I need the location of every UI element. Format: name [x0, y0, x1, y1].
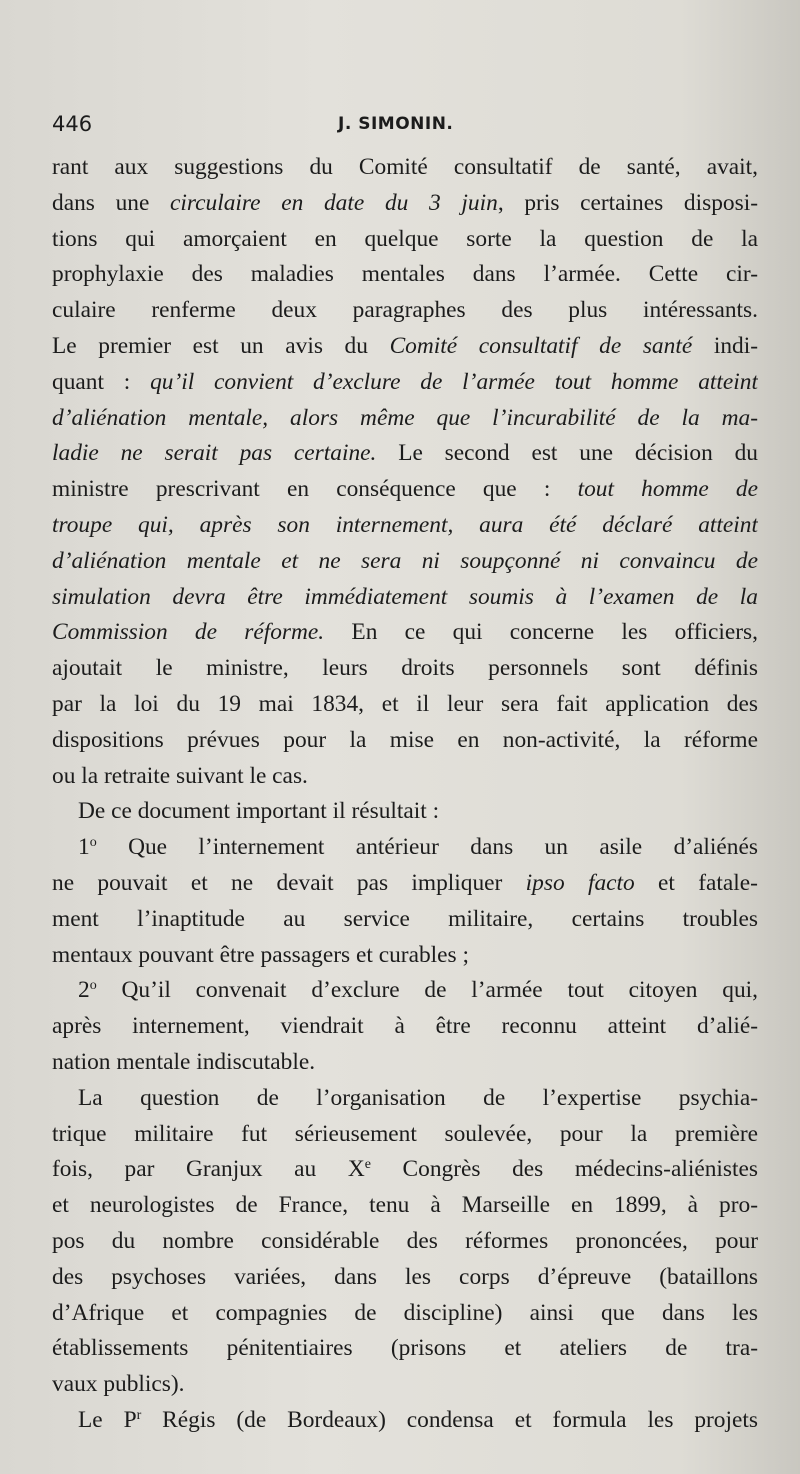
text-line — [52, 1331, 758, 1367]
text-run: 1 — [78, 834, 90, 861]
text-line — [52, 687, 758, 723]
text-run: La question de l’organisation de l’expertise psychia- — [78, 1084, 758, 1111]
superscript: e — [364, 1157, 371, 1173]
text-line — [52, 293, 758, 329]
italic-run: tout homme de — [577, 476, 758, 503]
text-run: , pris certaines disposi- — [497, 189, 758, 216]
text-line — [52, 508, 758, 544]
text-run: prophylaxie des maladies mentales dans l’armée. Cette cir- — [52, 261, 758, 288]
text-line — [52, 1367, 758, 1403]
text-run: dispositions prévues pour la mise en non-activité, la réforme — [52, 726, 758, 753]
text-run: mentaux pouvant être passagers et curables ; — [52, 941, 469, 968]
text-run: Le P — [78, 1406, 137, 1433]
text-line — [52, 1081, 758, 1117]
text-run: Congrès des médecins-aliénistes — [370, 1156, 758, 1183]
italic-run: simulation devra être immédiatement soumis à l’examen de la — [52, 583, 758, 610]
text-run: culaire renferme deux paragraphes des plus intéressants. — [52, 297, 758, 324]
text-line — [52, 902, 758, 938]
italic-run: circulaire en date du 3 juin — [170, 189, 498, 216]
text-line — [52, 866, 758, 902]
text-run: En ce qui concerne les officiers, — [324, 619, 758, 646]
text-line — [52, 222, 758, 258]
italic-run: ladie ne serait pas certaine. — [52, 440, 377, 467]
text-run: indi- — [692, 332, 758, 359]
text-run: ajoutait le ministre, leurs droits personnels sont définis — [52, 655, 758, 682]
text-line — [52, 1117, 758, 1153]
superscript: r — [136, 1407, 142, 1423]
text-run: De ce document important il résultait : — [78, 798, 440, 825]
text-run: Le premier est un avis du — [52, 332, 390, 359]
text-run: vaux publics). — [52, 1371, 185, 1398]
page-header — [52, 112, 758, 142]
text-line — [52, 759, 758, 795]
text-run: établissements pénitentiaires (prisons et ateliers de tra- — [52, 1335, 758, 1362]
italic-run: d’aliénation mentale, alors même que l’incurabilité de la ma- — [52, 404, 758, 431]
text-line — [52, 938, 758, 974]
text-run: tions qui amorçaient en quelque sorte la question de la — [52, 225, 758, 252]
text-line — [52, 830, 758, 866]
text-run: ou la retraite suivant le cas. — [52, 762, 308, 789]
running-head: J. SIMONIN. — [338, 114, 454, 134]
text-line — [52, 973, 758, 1009]
text-run: après internement, viendrait à être reconnu atteint d’alié- — [52, 1013, 758, 1040]
text-run: nation mentale indiscutable. — [52, 1048, 316, 1075]
text-run: Qu’il convenait d’exclure de l’armée tout citoyen qui, — [96, 977, 758, 1004]
text-run: ministre prescrivant en conséquence que : — [52, 476, 578, 503]
text-run: et fatale- — [634, 869, 758, 896]
text-run: et neurologistes de France, tenu à Marseille en 1899, à pro- — [52, 1192, 758, 1219]
text-run: Régis (de Bordeaux) condensa et formula les projets — [141, 1406, 758, 1433]
italic-run: ipso facto — [525, 869, 635, 896]
text-line — [52, 472, 758, 508]
text-line — [52, 580, 758, 616]
superscript: o — [89, 978, 97, 994]
text-run: des psychoses variées, dans les corps d’épreuve (bataillons — [52, 1263, 758, 1290]
text-run: Le second est une décision du — [376, 440, 758, 467]
text-line — [52, 401, 758, 437]
italic-run: qu’il convient d’exclure de l’armée tout homme atteint — [150, 368, 758, 395]
text-run: quant : — [52, 368, 151, 395]
text-line — [52, 436, 758, 472]
page-number: 446 — [52, 112, 93, 136]
italic-run: Commission de réforme. — [52, 619, 325, 646]
text-line — [52, 365, 758, 401]
text-line — [52, 257, 758, 293]
text-line — [52, 615, 758, 651]
text-line — [52, 1403, 758, 1439]
text-line — [52, 1152, 758, 1188]
body-text — [52, 150, 758, 1439]
text-line — [52, 186, 758, 222]
text-line — [52, 1188, 758, 1224]
text-line — [52, 1224, 758, 1260]
text-line — [52, 794, 758, 830]
text-run: ment l’inaptitude au service militaire, certains troubles — [52, 905, 758, 932]
text-line — [52, 1296, 758, 1332]
text-run: fois, par Granjux au X — [52, 1156, 365, 1183]
text-run: rant aux suggestions du Comité consultatif de santé, avait, — [52, 154, 758, 180]
superscript: o — [89, 835, 97, 851]
text-run: pos du nombre considérable des réformes prononcées, pour — [52, 1227, 758, 1254]
text-line — [52, 1260, 758, 1296]
text-run: dans une — [52, 189, 171, 216]
text-run: ne pouvait et ne devait pas impliquer — [52, 869, 526, 896]
text-line — [52, 329, 758, 365]
italic-run: d’aliénation mentale et ne sera ni soupçonné ni convaincu de — [52, 547, 758, 574]
text-line — [52, 1045, 758, 1081]
text-run: trique militaire fut sérieusement soulevée, pour la première — [52, 1120, 758, 1147]
text-line — [52, 651, 758, 687]
text-line — [52, 150, 758, 186]
italic-run: Comité consultatif de santé — [389, 332, 693, 359]
text-line — [52, 544, 758, 580]
text-run: 2 — [78, 977, 90, 1004]
italic-run: troupe qui, après son internement, aura été déclaré atteint — [52, 511, 758, 538]
text-line — [52, 723, 758, 759]
text-run: d’Afrique et compagnies de discipline) ainsi que dans les — [52, 1299, 758, 1326]
text-run: Que l’internement antérieur dans un asile d’aliénés — [96, 834, 758, 861]
text-line — [52, 1009, 758, 1045]
text-run: par la loi du 19 mai 1834, et il leur sera fait application des — [52, 690, 758, 717]
